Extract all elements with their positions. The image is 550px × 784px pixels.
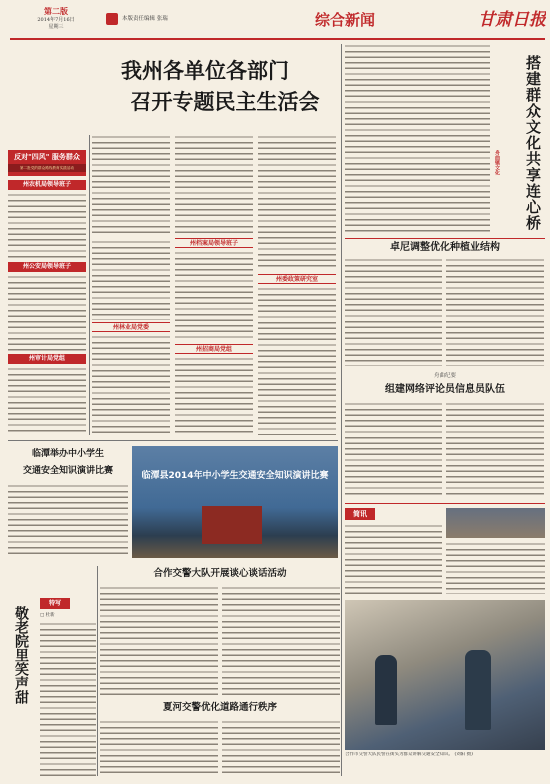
left-banner [8,150,86,176]
traffic-text-1b [222,586,340,696]
edu-photo-podium [202,506,262,544]
main-headline [15,56,395,126]
col3-text-3 [175,357,253,435]
paper-masthead: 甘肃日报 [478,10,546,30]
brief-photo [446,508,545,538]
subhead-policy: 州委政策研究室 [258,274,336,284]
bottom-photo-figure-1 [375,655,397,725]
right-text-5 [446,402,544,497]
subhead-forestry: 州林业局党委 [92,322,170,332]
bottom-photo [345,600,545,750]
headline-line2: 召开专题民主生活会 [130,89,320,114]
col4-text-2 [258,287,336,435]
traffic-heading-1: 合作交警大队开展谈心谈话活动 [153,568,287,579]
edu-text [8,484,128,554]
right-text-4 [345,402,442,497]
brief-news-block [345,503,545,596]
col2-text-1 [92,135,170,235]
feature-vertical-title: 敬老院里笑声甜 [13,606,29,704]
right-divider-1 [345,238,545,239]
header-rule [10,38,545,40]
section-divider-2 [8,440,338,441]
traffic-text-2a [100,720,218,776]
edu-title-line2: 交通安全知识演讲比赛 [22,466,113,476]
subhead-police: 州公安局领导班子 [8,262,86,272]
traffic-text-1a [100,586,218,696]
heading-zhouqu-label: 舟曲纪要 [433,373,456,379]
edition-badge [16,7,96,35]
edition-label: 第二版 [44,7,68,16]
bottom-photo-caption [345,752,545,776]
col2-text-3 [92,335,170,435]
brief-news-tag: 简讯 [345,508,375,520]
col4-text-1 [258,135,336,270]
col2-text-2 [92,240,170,320]
col-rule-1 [89,135,90,435]
headline-line1: 我州各单位各部门 [121,58,289,83]
bottom-caption-text: 合作市交警大队民警在街头为群众讲解交通安全知识。 [345,752,453,757]
right-text-3 [446,258,544,366]
left-text-2 [8,275,86,351]
editor-line: 本版责任编辑 张瑞 [122,16,168,22]
col-rule-2 [341,44,342,776]
edition-date: 2014年7月16日 [37,17,75,23]
heading-zhuoni: 卓尼调整优化种植业结构 [390,242,500,253]
left-banner-title: 反对"四风" 服务群众 [14,153,80,161]
vertical-title: 搭建群众文化共享连心桥 [524,55,542,231]
bottom-photo-figure-2 [465,650,491,730]
edition-weekday: 星期三 [48,24,64,30]
edu-photo-banner: 临潭县2014年中小学生交通安全知识演讲比赛 [141,471,329,481]
feature-tag: 特写 [40,598,70,609]
feature-byline: □ 杜新 [40,613,55,618]
left-text-3 [8,367,86,435]
col-rule-3 [97,566,98,776]
subhead-archives: 州档案局领导班子 [175,238,253,248]
header-bar [0,0,550,40]
header-logo-mark [106,13,118,25]
subhead-investment: 州招商局党组 [175,344,253,354]
subhead-audit: 州审计局党组 [8,354,86,364]
left-text-1 [8,193,86,259]
brief-text-1 [345,524,442,594]
right-text-1 [345,44,490,234]
section-title: 综合新闻 [314,11,375,29]
brief-text-2 [446,542,545,594]
feature-text [40,622,96,776]
heading-network: 组建网络评论员信息员队伍 [385,384,505,395]
bottom-caption-credit: (刘阳 摄) [454,752,473,757]
col3-text-2 [175,251,253,341]
vertical-label: 舟曲镇文化 [494,150,500,175]
right-text-2 [345,258,442,366]
traffic-heading-2: 夏河交警优化道路通行秩序 [162,702,277,713]
col3-text-1 [175,135,253,235]
left-banner-subtitle: 第二批党的群众路线教育实践活动 [8,164,86,172]
edu-photo [132,446,338,558]
subhead-agri: 州农机局领导班子 [8,180,86,190]
traffic-text-2b [222,720,340,776]
edu-title [8,446,128,480]
edu-title-line1: 临潭举办中小学生 [31,449,104,459]
